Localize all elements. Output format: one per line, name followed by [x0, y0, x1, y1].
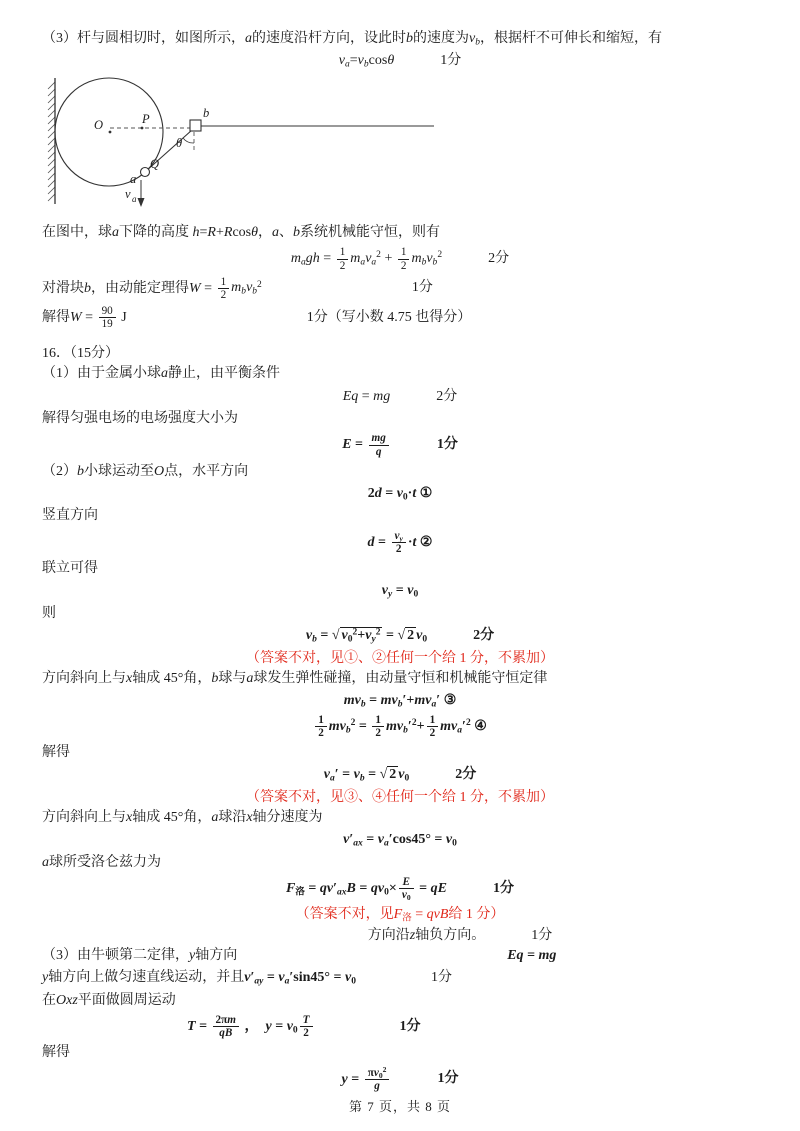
formula-line: $v_a' = v_b$ = √ 2 $v_0$ 2分	[323, 767, 477, 784]
radicand: 2	[407, 628, 415, 644]
text-run: 2	[350, 717, 356, 728]
score-label: 1分	[411, 280, 433, 296]
text-run: F	[393, 907, 403, 923]
text-line: （3）杆与圆相切时，如图所示，a的速度沿杆方向，设此时b的速度为$v_b$，根据杆不可伸长和缩短，有	[42, 31, 662, 48]
text-run: 2	[411, 717, 417, 728]
text-run: v	[445, 832, 453, 848]
score-label: 2分	[436, 388, 458, 404]
text-run: a	[383, 838, 389, 849]
text-run: $v_b$	[305, 628, 317, 645]
text-run: Eq = mg	[507, 947, 557, 963]
fraction	[218, 276, 230, 301]
text-run: 2	[339, 259, 346, 272]
text-run: a	[246, 670, 254, 686]
fraction	[372, 714, 384, 739]
text-run: qvB	[426, 907, 449, 923]
score-label: 1分	[492, 880, 514, 896]
grading-note-line: （答案不对，见$F_洛$ = qvB给 1 分）	[295, 907, 505, 924]
formula-line: y = $\frac{\pi v_0^2}{g}$ 1分	[341, 1064, 459, 1092]
text-run: b	[211, 670, 219, 686]
text-run: b	[252, 287, 258, 298]
text-run: a	[431, 699, 437, 710]
text-run: 2	[303, 1027, 309, 1040]
text-run: a	[112, 225, 119, 241]
text-run: Oxz	[56, 992, 78, 1008]
text-run: h	[192, 225, 200, 241]
text-run: b	[359, 773, 365, 784]
label-a: a	[130, 171, 137, 186]
text-run: z	[409, 927, 416, 943]
text-run: a	[211, 810, 219, 825]
text-run: 洛	[402, 913, 412, 924]
text-run: b	[293, 225, 300, 241]
text-run: ax	[353, 838, 363, 849]
formula-line: $v_y = v_0$	[381, 583, 419, 600]
radical-sign: √	[379, 767, 388, 783]
text-run: 2	[465, 717, 471, 728]
text-run: 0	[406, 893, 411, 903]
velocity-arrow-head	[138, 198, 145, 207]
formula-line: $\frac{1}{2}$ $mv_b^2$ = $\frac{1}{2}$ $mv_b'^2+$ $\frac{1}{2}$ $mv_a'^2$ ④	[42, 714, 758, 739]
text-run: y	[371, 634, 376, 645]
text-line: 解得	[42, 744, 70, 760]
text-run: $\pi v_0^2$	[365, 1067, 390, 1080]
text-run	[369, 432, 389, 445]
text-run: 2	[376, 250, 381, 261]
text-run: 2	[352, 627, 358, 638]
formula-line: 对滑块b，由动能定理得W = $\frac{1}{2}$ $m_bv_b^2$ 1分	[42, 275, 433, 301]
text-run: $mv_a$	[440, 718, 463, 736]
text-run: $v_b$	[469, 31, 480, 48]
text-run: a	[371, 257, 377, 268]
text-run: a	[284, 976, 290, 987]
formula-line: $m_agh$ = $\frac{1}{2}$ $m_av_a^2$ + $\frac{1}{2}$ $m_bv_b^2$ 2分	[290, 246, 510, 272]
text-run: θ	[387, 53, 395, 69]
text-run	[213, 1027, 239, 1039]
text-line: a球所受洛仑兹力为	[42, 854, 161, 870]
text-run: 2	[220, 288, 227, 301]
text-run: 19	[101, 317, 113, 330]
text-run: b	[345, 725, 351, 736]
text-run: b	[397, 699, 403, 710]
text-run: b	[363, 59, 369, 70]
text-line: 解得	[42, 1045, 70, 1061]
text-line: 方向斜向上与x轴成 45°角，a球沿x轴分速度为	[42, 810, 323, 825]
text-run: $mv_b$	[386, 718, 408, 736]
text-line: 解得匀强电场的电场强度大小为	[42, 411, 238, 427]
text-run: $v_a$	[278, 970, 290, 987]
text-run	[337, 888, 347, 898]
text-run: x	[126, 810, 133, 825]
text-run	[369, 446, 389, 458]
text-run: $v_y$	[394, 529, 403, 543]
text-run: v	[244, 970, 251, 986]
formula-line: $v_a=v_b\cos\theta$ 1分	[338, 53, 462, 70]
text-line: 16．（15分）	[42, 346, 119, 361]
label-Q: Q	[150, 156, 160, 171]
text-run: b	[241, 287, 247, 298]
fraction	[213, 1014, 239, 1039]
text-run: $v_y$	[365, 628, 376, 645]
text-run: R	[207, 225, 216, 241]
text-run: v	[416, 628, 423, 644]
text-run: 1	[218, 276, 230, 289]
formula-line: E = $\frac{mg}{q}$ 1分	[342, 432, 458, 458]
text-run: 0	[452, 838, 457, 849]
text-run: $v_a$	[338, 53, 350, 70]
text-line: 竖直方向	[42, 508, 98, 524]
text-run: v	[407, 583, 414, 599]
text-run: v	[373, 1066, 379, 1079]
text-run: y	[265, 1018, 272, 1034]
text-run: O	[154, 463, 165, 479]
text-line: （3）由牛顿第二定律，y轴方向 Eq = mg	[42, 947, 557, 963]
text-run: a	[42, 854, 49, 870]
text-run: a	[301, 257, 306, 268]
text-run: qv	[319, 880, 334, 896]
formula-line: $mv_b = mv_b'+mv_a'$ ③	[343, 693, 457, 710]
text-run: 2	[375, 726, 381, 739]
text-run: R	[223, 225, 233, 241]
score-label: 2分	[488, 251, 510, 267]
text-run: B	[346, 880, 356, 896]
text-run: b	[312, 634, 317, 645]
label-O: O	[94, 117, 104, 132]
formula-line: y轴方向上做匀速直线运动，并且$v'_{ay} = v_a'\sin 45^\circ = v_0$ 1分	[42, 970, 452, 987]
text-run: 1	[427, 714, 439, 727]
text-run: x	[246, 810, 253, 825]
text-line: （2）b小球运动至O点，水平方向	[42, 463, 249, 479]
formula-line: 解得W = $\frac{90}{19}$ J 1分（写小数 4.75 也得分）	[42, 304, 472, 330]
fraction	[365, 1064, 390, 1092]
text-run: a	[245, 31, 252, 46]
text-run: 2	[318, 726, 324, 739]
text-run: 2	[375, 627, 381, 638]
text-run: $v_b$	[353, 767, 365, 784]
text-run: 2	[437, 250, 443, 261]
text-run: v	[401, 889, 407, 902]
text-run: ax	[337, 887, 347, 898]
fraction	[337, 246, 349, 271]
text-run: v	[341, 628, 348, 644]
text-run: 2	[257, 279, 262, 290]
score-label: 1分	[437, 1071, 459, 1087]
radical-sign: √	[331, 628, 340, 644]
fraction	[427, 714, 439, 739]
text-run: 0	[422, 634, 428, 645]
text-line: 则	[42, 605, 56, 621]
score-label: 2分	[455, 767, 477, 783]
figure-container	[42, 74, 758, 220]
text-run: m	[227, 1014, 236, 1027]
score-label: 1分	[531, 927, 553, 943]
text-run: b	[432, 257, 438, 268]
label-theta: θ	[176, 135, 183, 150]
text-run: $v'_{ay} = v_a'\sin 45^\circ = v_0$	[244, 970, 356, 987]
text-run: 1	[398, 246, 410, 259]
text-run: b	[360, 699, 366, 710]
text-run: v	[398, 767, 405, 783]
text-run: 0	[402, 492, 408, 503]
grading-note-line: （答案不对，见①、②任何一个给 1 分，不累加）	[246, 650, 554, 666]
text-run: v	[286, 1018, 293, 1034]
text-run: 90	[99, 305, 116, 318]
text-run	[365, 1080, 390, 1092]
fraction	[392, 530, 406, 555]
slider-b	[190, 120, 201, 131]
score-label: 1分	[399, 1018, 421, 1034]
text-run: a	[329, 773, 335, 784]
formula-line: $v_b$ = √ $v_0^2+v_y^2$ = √ 2 $v_0$ 2分	[305, 627, 495, 645]
text-run: a	[360, 257, 366, 268]
text-run: W	[70, 309, 82, 325]
text-run: qv	[370, 880, 385, 896]
text-run: 0	[404, 773, 410, 784]
text-run: a	[272, 225, 279, 241]
text-run: $v_b$	[357, 53, 369, 70]
text-run: W	[189, 280, 201, 296]
text-run: Eq	[507, 947, 524, 963]
text-run: $mv_b$	[343, 693, 366, 710]
text-run: 2	[400, 259, 407, 272]
text-run: a	[457, 725, 463, 736]
text-run: mg	[373, 388, 391, 404]
text-run: v	[396, 485, 403, 501]
formula-line: $2d = v_0\cdot t$ ①	[367, 485, 433, 503]
text-run: 2πm	[213, 1014, 239, 1027]
text-run: y	[399, 533, 403, 543]
text-run: $v_y$	[381, 583, 393, 600]
score-label: 1分	[436, 437, 458, 453]
radicand: 2	[389, 767, 397, 783]
text-run: y	[388, 589, 393, 600]
score-label: 1分	[440, 53, 462, 69]
fraction	[398, 246, 410, 271]
text-run: y	[341, 1071, 348, 1087]
formula-line: $F_洛 = qv'_{ax}B = qv_0\times$ $\frac{E}{v_0}$ = qE 1分	[286, 876, 514, 903]
text-run: v	[343, 832, 350, 848]
text-run: 0	[384, 887, 389, 898]
fraction	[399, 876, 414, 901]
formula-line: $v'_{ax} = v_a'\cos 45^\circ = v_0$	[343, 832, 457, 849]
text-run: d	[374, 485, 382, 501]
text-run: Eq	[342, 388, 359, 404]
text-run: $m_av_a$	[350, 251, 377, 268]
text-run: 0	[413, 589, 419, 600]
text-run: t	[412, 534, 417, 550]
point-P	[141, 126, 144, 129]
text-run: $m_bv_b$	[231, 280, 258, 298]
text-run	[353, 839, 363, 849]
formula-line: T = $\frac{2\pi m}{qB}$ ， $y = v_0$ $\frac{T}{2}$ 1分	[187, 1014, 421, 1040]
physics-diagram	[42, 74, 442, 214]
point-O	[109, 130, 112, 133]
text-run	[392, 530, 406, 543]
text-run: 2	[429, 726, 436, 739]
text-run: mg	[371, 432, 386, 445]
text-run: d	[367, 534, 375, 550]
radical-sign: √	[397, 628, 406, 644]
text-run: 洛	[295, 887, 305, 898]
text-run	[399, 889, 414, 901]
grading-note-line: （答案不对，见③、④任何一个给 1 分，不累加）	[246, 789, 554, 805]
text-run	[399, 876, 414, 889]
text-line: 方向沿z轴负方向。 1分	[42, 926, 758, 945]
text-run: t	[412, 485, 417, 501]
text-run: b	[406, 31, 413, 46]
text-run: $mv_a$	[414, 693, 437, 710]
text-run: $mv_b$	[328, 718, 351, 736]
radicand: $v_0^2+v_y^2$	[341, 627, 381, 645]
label-b: b	[203, 105, 210, 120]
fraction	[300, 1014, 313, 1039]
text-run: a	[345, 59, 350, 70]
text-run: $mv_b$	[380, 693, 403, 710]
text-run: θ	[251, 225, 258, 241]
text-run: b	[84, 280, 91, 296]
text-run	[254, 977, 263, 987]
text-run: b	[421, 257, 427, 268]
formula-line: d = $\frac{v_y}{2}$ ·t ②	[367, 529, 433, 555]
text-run: $m_agh$	[290, 251, 320, 268]
text-run: b	[475, 37, 480, 48]
text-run: qE	[430, 880, 447, 896]
text-run: a	[161, 366, 168, 382]
text-run: T	[302, 1014, 310, 1027]
text-run: 0	[347, 634, 353, 645]
text-run: 1	[315, 714, 327, 727]
text-run: F	[286, 880, 296, 896]
fraction	[315, 714, 327, 739]
ball-a	[141, 167, 150, 176]
text-run: ay	[254, 976, 264, 987]
formula-line: Eq = mg 2分	[342, 388, 458, 404]
text-run: g	[374, 1079, 380, 1092]
score-label: 1分（写小数 4.75 也得分）	[306, 309, 472, 325]
fraction	[99, 305, 116, 330]
text-line: 在Oxz平面做圆周运动	[42, 992, 176, 1008]
page-footer: 第 7 页，共 8 页	[348, 1099, 451, 1114]
text-line: 联立可得	[42, 560, 98, 576]
text-run: E	[342, 437, 352, 453]
text-run	[300, 1014, 313, 1027]
text-run: $v_a$	[377, 832, 389, 849]
text-line: 方向斜向上与x轴成 45°角，b球与a球发生弹性碰撞，由动量守恒和机械能守恒定律	[42, 670, 548, 686]
text-run: q	[375, 445, 382, 458]
text-run: E	[402, 876, 410, 889]
text-run: 0	[351, 976, 356, 987]
text-run: y	[42, 970, 49, 986]
theta-arc	[183, 138, 194, 143]
fraction	[369, 432, 389, 457]
text-run: $m_bv_b$	[411, 251, 438, 268]
label-va: v	[125, 186, 131, 201]
text-run: 2	[395, 542, 402, 555]
label-va-sub: a	[132, 193, 137, 204]
wall-hatching	[48, 82, 55, 201]
label-P: P	[142, 111, 150, 126]
text-run: 0	[378, 1070, 383, 1080]
text-run: b	[403, 725, 408, 736]
text-run: T	[187, 1018, 196, 1034]
text-line: （1）由于金属小球a静止，由平衡条件	[42, 366, 280, 382]
text-run: qB	[219, 1027, 233, 1040]
text-line: 在图中，球a下降的高度 h=R+Rcosθ，a、b系统机械能守恒，则有	[42, 225, 440, 241]
text-run: y	[189, 947, 196, 963]
text-run: x	[126, 670, 133, 686]
score-label: 2分	[473, 628, 495, 644]
text-run: 0	[292, 1025, 298, 1036]
text-run: $v_a$	[323, 767, 335, 784]
text-run: 1	[372, 714, 384, 727]
score-label: 1分	[430, 970, 452, 986]
text-run: v	[344, 970, 352, 986]
text-run: 1	[337, 246, 349, 259]
text-run: b	[77, 463, 84, 479]
text-run: mg	[538, 947, 557, 963]
text-run: 2	[382, 1064, 387, 1074]
